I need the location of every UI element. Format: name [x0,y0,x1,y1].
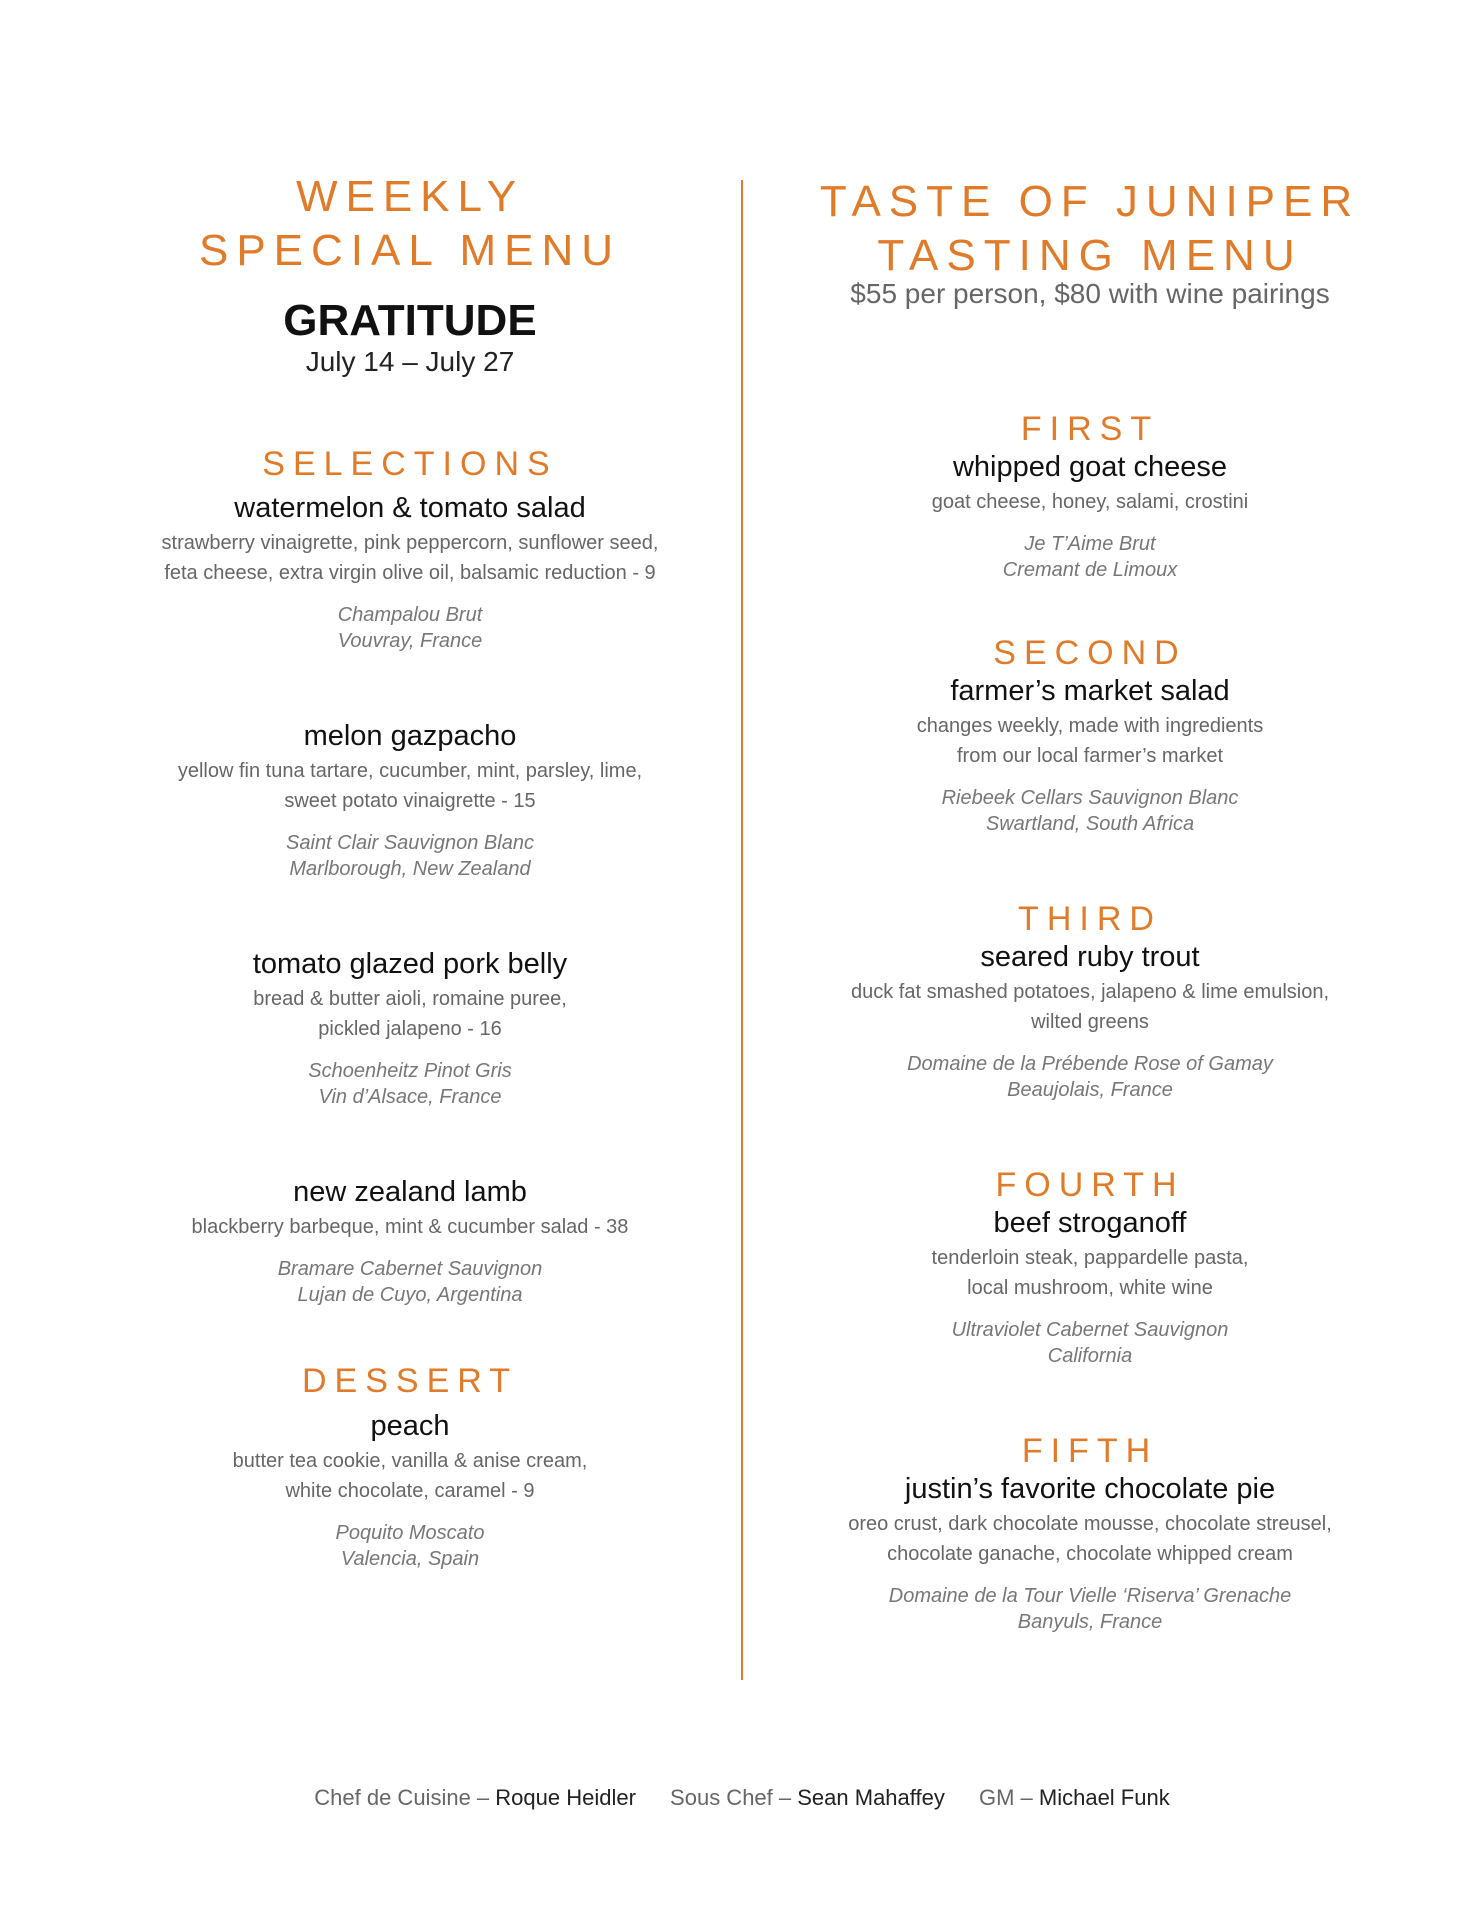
dish-description-line: from our local farmer’s market [957,745,1223,767]
dish-description-line: wilted greens [1031,1011,1149,1033]
title-line-1: TASTE OF JUNIPER [819,177,1361,226]
menu-item [100,490,720,654]
wine-pairing [780,531,1400,583]
wine-pairing [100,830,720,882]
dish-name: tomato glazed pork belly [252,948,568,980]
dish-description [100,984,720,1044]
title-line-2: SPECIAL MENU [198,226,621,275]
wine-name: Riebeek Cellars Sauvignon Blanc [941,787,1239,809]
chef-credit [314,1785,642,1810]
wine-name: Je T’Aime Brut [1024,533,1156,555]
dish-description-line: changes weekly, made with ingredients [916,715,1264,737]
dessert-item [100,1408,720,1572]
sous-chef-name: Sean Mahaffey [797,1785,945,1810]
course [780,634,1400,837]
dish-description-line: bread & butter aioli, romaine puree, [253,988,567,1010]
tasting-menu-title [780,175,1400,283]
sous-chef-label: Sous Chef – [670,1785,792,1810]
menu-item [100,718,720,882]
wine-pairing [100,1058,720,1110]
dish-description-line: local mushroom, white wine [967,1277,1213,1299]
selections-heading: SELECTIONS [262,445,558,483]
dish-description-line: blackberry barbeque, mint & cucumber salad - 38 [191,1216,629,1238]
wine-region: Banyuls, France [1017,1611,1163,1633]
dish-description-line: pickled jalapeno - 16 [318,1018,502,1040]
wine-pairing [780,1317,1400,1369]
dish-description [100,756,720,816]
dessert-heading: DESSERT [302,1362,518,1400]
wine-name: Domaine de la Tour Vielle ‘Riserva’ Grenache [888,1585,1292,1607]
wine-pairing [780,785,1400,837]
dish-description [780,711,1400,771]
weekly-special-column [100,0,720,1700]
dish-name: melon gazpacho [303,720,517,752]
dish-name: new zealand lamb [293,1176,527,1208]
gm-name: Michael Funk [1038,1785,1170,1810]
dish-description-line: yellow fin tuna tartare, cucumber, mint, parsley, lime, [177,760,643,782]
tasting-menu-column [780,0,1400,1700]
dish-description [780,1509,1400,1569]
dish-description-line: goat cheese, honey, salami, crostini [931,491,1249,513]
dish-description-line: tenderloin steak, pappardelle pasta, [931,1247,1249,1269]
wine-pairing [100,1520,720,1572]
course-heading: SECOND [993,634,1187,672]
course-heading: FIFTH [1021,1432,1159,1470]
wine-region: Vin d’Alsace, France [318,1086,502,1108]
dish-name: justin’s favorite chocolate pie [904,1473,1276,1505]
special-dates: July 14 – July 27 [305,346,515,377]
column-divider [741,180,743,1680]
dish-description [100,1446,720,1506]
dish-name: whipped goat cheese [952,451,1228,483]
course [780,410,1400,583]
course-heading: FIRST [1020,410,1160,448]
dish-description-line: butter tea cookie, vanilla & anise cream, [232,1450,588,1472]
dish-description-line: feta cheese, extra virgin olive oil, balsamic reduction - 9 [164,562,656,584]
wine-region: Beaujolais, France [1007,1079,1173,1101]
weekly-special-title [100,170,720,278]
course [780,1166,1400,1369]
dish-description-line: oreo crust, dark chocolate mousse, chocolate streusel, [848,1513,1332,1535]
wine-pairing [100,1256,720,1308]
staff-footer [0,1785,1484,1811]
course [780,900,1400,1103]
dish-name: farmer’s market salad [950,675,1230,707]
wine-region: Lujan de Cuyo, Argentina [297,1284,523,1306]
dish-name: peach [370,1410,450,1442]
wine-name: Poquito Moscato [335,1522,485,1544]
title-line-1: WEEKLY [295,172,525,221]
dish-description-line: duck fat smashed potatoes, jalapeno & lime emulsion, [850,981,1330,1003]
wine-region: Vouvray, France [337,630,483,652]
dish-description [780,977,1400,1037]
course-heading: THIRD [1018,900,1162,938]
wine-name: Schoenheitz Pinot Gris [308,1060,512,1082]
dish-description-line: chocolate ganache, chocolate whipped cream [887,1543,1293,1565]
wine-region: Cremant de Limoux [1002,559,1178,581]
wine-name: Ultraviolet Cabernet Sauvignon [951,1319,1229,1341]
dish-name: seared ruby trout [980,941,1200,973]
wine-name: Saint Clair Sauvignon Blanc [286,832,534,854]
wine-region: California [1047,1345,1133,1367]
dish-description-line: strawberry vinaigrette, pink peppercorn, sunflower seed, [161,532,659,554]
menu-item [100,946,720,1110]
wine-region: Valencia, Spain [340,1548,480,1570]
wine-pairing [780,1051,1400,1103]
dish-description [100,1212,720,1242]
title-line-2: TASTING MENU [877,231,1303,280]
dish-description-line: sweet potato vinaigrette - 15 [284,790,536,812]
course-heading: FOURTH [995,1166,1185,1204]
chef-label: Chef de Cuisine – [314,1785,490,1810]
wine-pairing [100,602,720,654]
dish-name: beef stroganoff [993,1207,1187,1239]
sous-chef-credit [670,1785,951,1810]
wine-name: Domaine de la Prébende Rose of Gamay [907,1053,1273,1075]
gm-label: GM – [978,1785,1033,1810]
dish-description-line: white chocolate, caramel - 9 [285,1480,535,1502]
wine-name: Bramare Cabernet Sauvignon [277,1258,543,1280]
menu-item [100,1174,720,1308]
tasting-price: $55 per person, $80 with wine pairings [850,278,1330,309]
special-name: GRATITUDE [283,296,537,345]
wine-name: Champalou Brut [337,604,483,626]
dish-description [780,487,1400,517]
wine-region: Swartland, South Africa [985,813,1195,835]
dish-name: watermelon & tomato salad [234,492,586,524]
wine-pairing [780,1583,1400,1635]
wine-region: Marlborough, New Zealand [289,858,531,880]
dish-description [780,1243,1400,1303]
chef-name: Roque Heidler [495,1785,636,1810]
gm-credit [979,1785,1170,1810]
course [780,1432,1400,1635]
dish-description [100,528,720,588]
